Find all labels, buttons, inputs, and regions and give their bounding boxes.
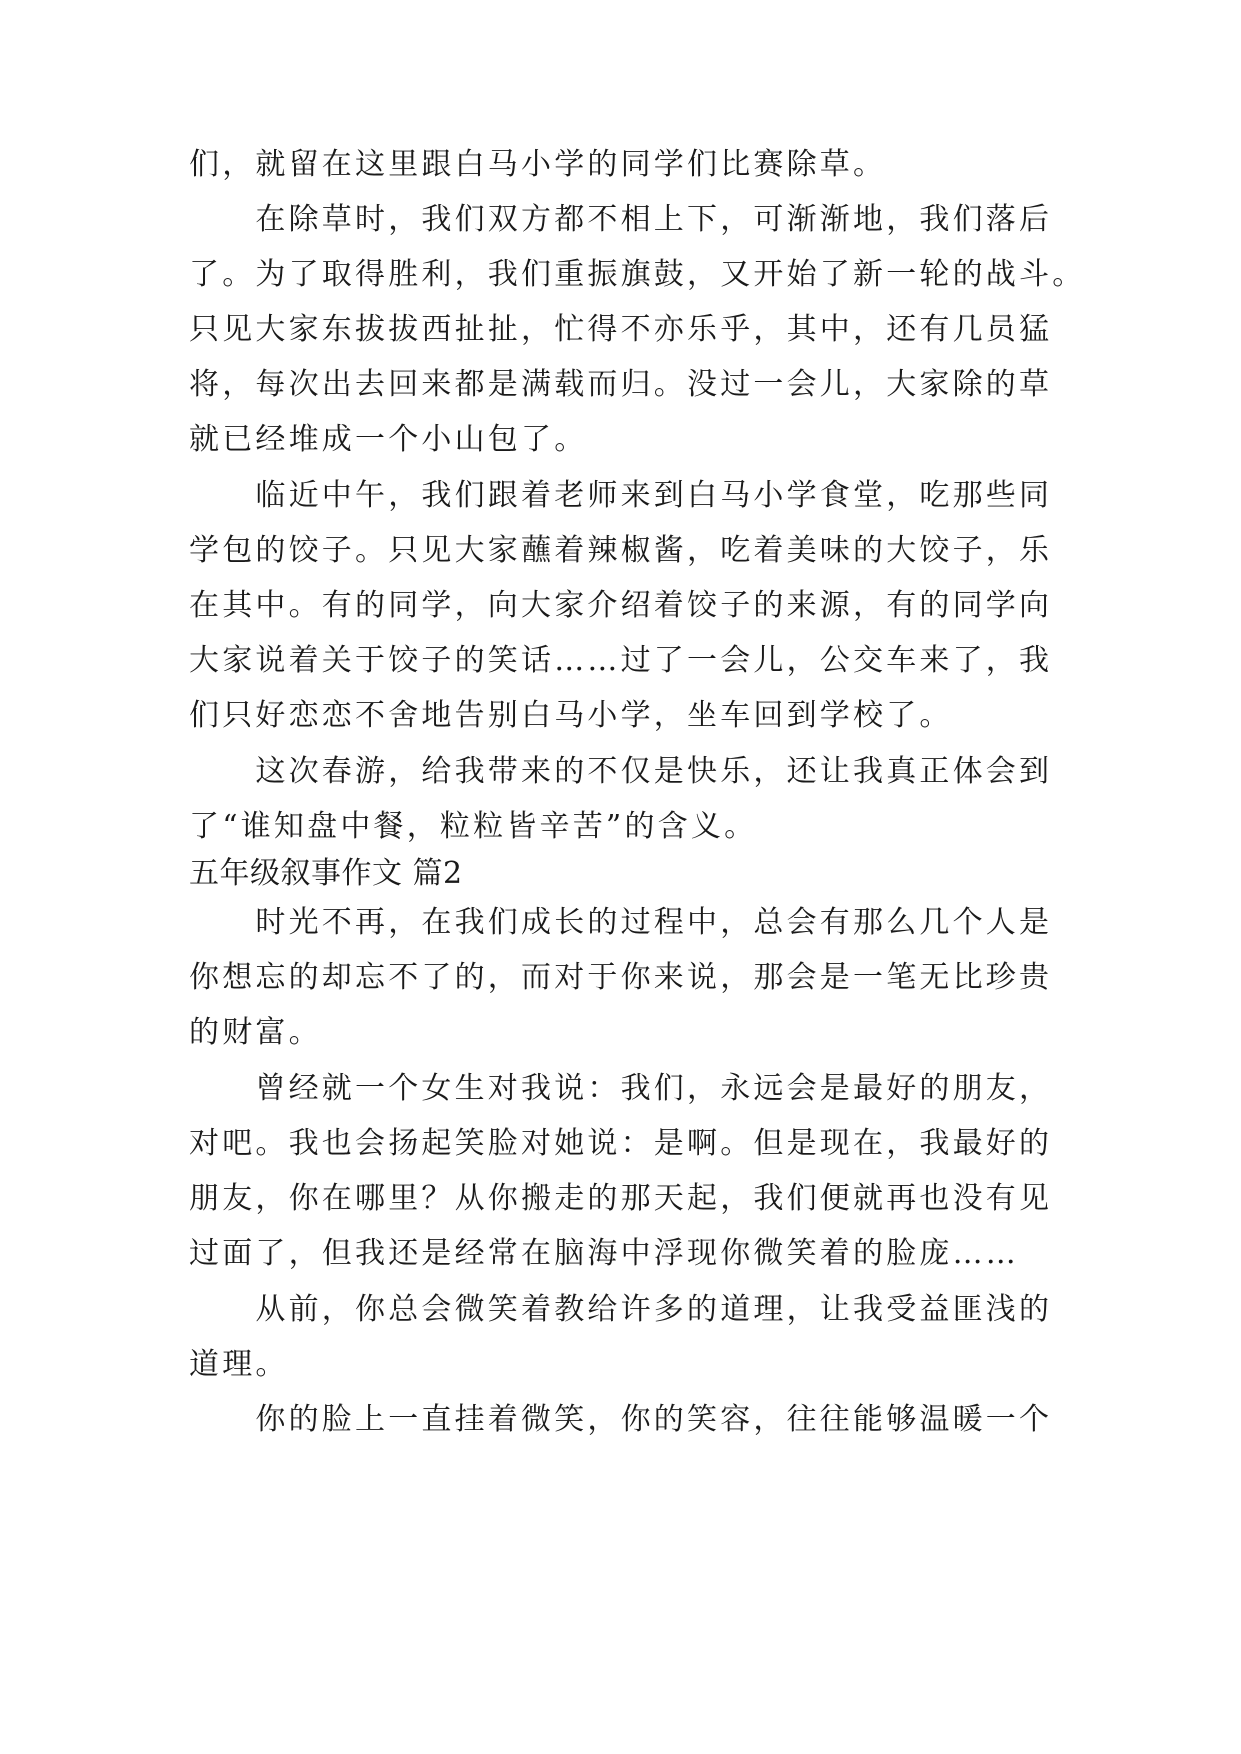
text-line: 只见大家东拔拔西扯扯，忙得不亦乐乎，其中，还有几员猛 bbox=[189, 312, 1053, 347]
text-line: 学包的饺子。只见大家蘸着辣椒酱，吃着美味的大饺子，乐 bbox=[189, 533, 1053, 568]
text-line: 们，就留在这里跟白马小学的同学们比赛除草。 bbox=[189, 147, 887, 182]
text-line: 对吧。我也会扬起笑脸对她说：是啊。但是现在，我最好的 bbox=[189, 1126, 1053, 1161]
text-line: 你想忘的却忘不了的，而对于你来说，那会是一笔无比珍贵 bbox=[189, 960, 1053, 995]
text-line: 了“谁知盘中餐，粒粒皆辛苦”的含义。 bbox=[189, 809, 758, 844]
section-heading: 五年级叙事作文 篇2 bbox=[189, 856, 463, 891]
text-line: 大家说着关于饺子的笑话……过了一会儿，公交车来了，我 bbox=[189, 643, 1053, 678]
text-line: 这次春游，给我带来的不仅是快乐，还让我真正体会到 bbox=[189, 754, 1053, 789]
text-line: 们只好恋恋不舍地告别白马小学，坐车回到学校了。 bbox=[189, 698, 953, 733]
text-line: 将，每次出去回来都是满载而归。没过一会儿，大家除的草 bbox=[189, 367, 1053, 402]
text-line: 了。为了取得胜利，我们重振旗鼓，又开始了新一轮的战斗。 bbox=[189, 257, 1086, 292]
text-line: 的财富。 bbox=[189, 1015, 322, 1050]
text-line: 朋友，你在哪里？从你搬走的那天起，我们便就再也没有见 bbox=[189, 1181, 1053, 1216]
text-line: 在其中。有的同学，向大家介绍着饺子的来源，有的同学向 bbox=[189, 588, 1053, 623]
text-line: 过面了，但我还是经常在脑海中浮现你微笑着的脸庞…… bbox=[189, 1236, 1019, 1271]
text-line: 在除草时，我们双方都不相上下，可渐渐地，我们落后 bbox=[189, 202, 1053, 237]
text-line: 道理。 bbox=[189, 1347, 289, 1382]
text-line: 你的脸上一直挂着微笑，你的笑容，往往能够温暖一个 bbox=[189, 1402, 1053, 1437]
text-line: 从前，你总会微笑着教给许多的道理，让我受益匪浅的 bbox=[189, 1292, 1053, 1327]
text-line: 就已经堆成一个小山包了。 bbox=[189, 422, 588, 457]
text-line: 曾经就一个女生对我说：我们，永远会是最好的朋友， bbox=[189, 1071, 1053, 1106]
text-line: 时光不再，在我们成长的过程中，总会有那么几个人是 bbox=[189, 905, 1053, 940]
text-line: 临近中午，我们跟着老师来到白马小学食堂，吃那些同 bbox=[189, 478, 1053, 513]
